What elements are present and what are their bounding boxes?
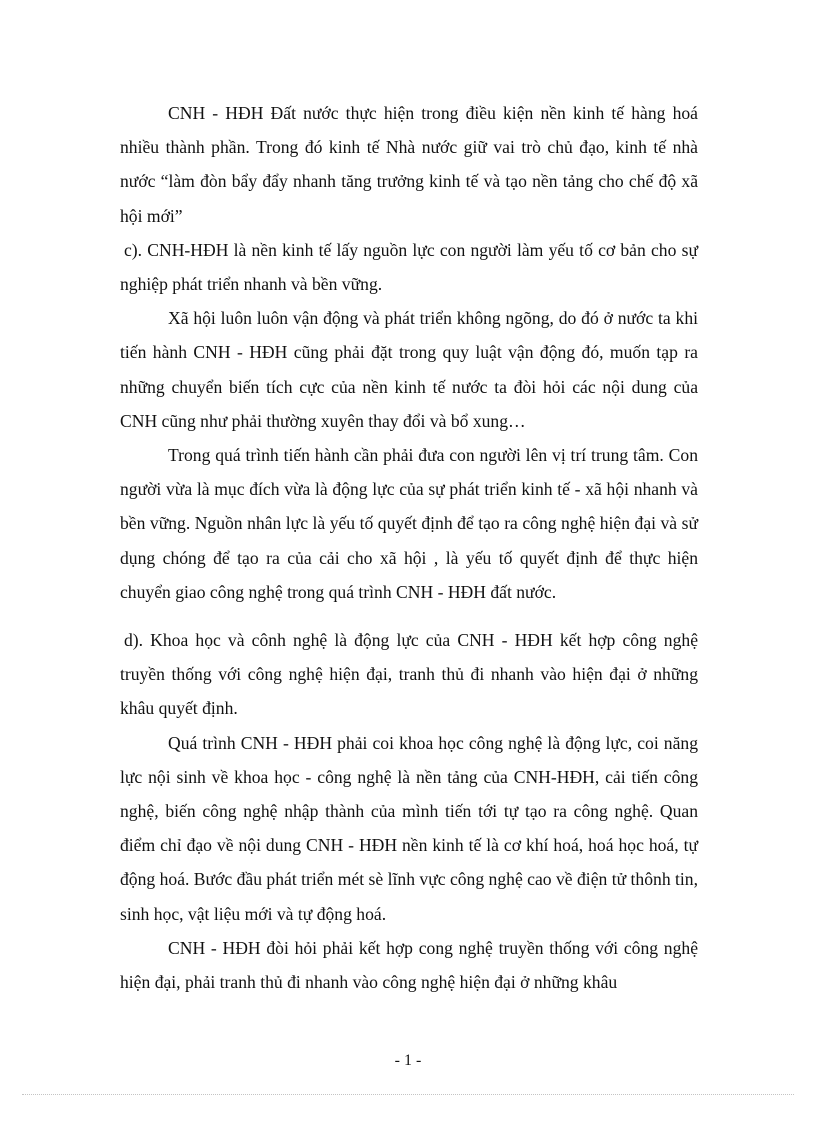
paragraph-d-heading: d). Khoa học và cônh nghệ là động lực của CNH - HĐH kết hợp công nghệ truyền thống với công nghệ hiện đại, tranh thủ đi nhanh vào hiện đại ở những khâu quyết định. xyxy=(120,630,698,719)
paragraph-1: CNH - HĐH Đất nước thực hiện trong điều kiện nền kinh tế hàng hoá nhiều thành phần. Trong đó kinh tế Nhà nước giữ vai trò chủ đạo, kinh tế nhà nước “làm đòn bẩy đẩy nhanh tăng trưởng kinh tế và tạo nền tảng cho chế độ xã hội mới” xyxy=(120,103,698,226)
paragraph-2: Xã hội luôn luôn vận động và phát triển không ngõng, do đó ở nước ta khi tiến hành CNH - HĐH cũng phải đặt trong quy luật vận động đó, muốn tạp ra những chuyển biến tích cực của nền kinh tế nước ta đòi hỏi các nội dung của CNH cũng như phải thường xuyên thay đổi và bổ xung… xyxy=(120,308,698,431)
paragraph-4: Quá trình CNH - HĐH phải coi khoa học công nghệ là động lực, coi năng lực nội sinh về khoa học - công nghệ là nền tảng của CNH-HĐH, cải tiến công nghệ, biến công nghệ nhập thành của mình tiến tới tự tạo ra công nghệ. Quan điểm chỉ đạo về nội dung CNH - HĐH nền kinh tế là cơ khí hoá, hoá học hoá, tự động hoá. Bước đầu phát triển mét sè lĩnh vực công nghệ cao về điện tử thônh tin, sinh học, vật liệu mới và tự động hoá. xyxy=(120,732,698,924)
page-number: - 1 - xyxy=(394,1052,422,1069)
document-body xyxy=(120,96,698,999)
paragraph-5: CNH - HĐH đòi hỏi phải kết hợp cong nghệ truyền thống với công nghệ hiện đại, phải tranh thủ đi nhanh vào công nghệ hiện đại ở những khâu xyxy=(120,937,698,993)
paragraph-c-heading: c). CNH-HĐH là nền kinh tế lấy nguồn lực con người làm yếu tố cơ bản cho sự nghiệp phát triển nhanh và bền vững. xyxy=(120,239,698,295)
footer-divider xyxy=(22,1094,794,1095)
paragraph-3: Trong quá trình tiến hành cần phải đưa con người lên vị trí trung tâm. Con người vừa là mục đích vừa là động lực của sự phát triển kinh tế - xã hội nhanh và bền vững. Nguồn nhân lực là yếu tố quyết định để tạo ra công nghệ hiện đại và sử dụng chóng để tạo ra của cải cho xã hội , là yếu tố quyết định để thực hiện chuyển giao công nghệ trong quá trình CNH - HĐH đất nước. xyxy=(120,445,698,602)
